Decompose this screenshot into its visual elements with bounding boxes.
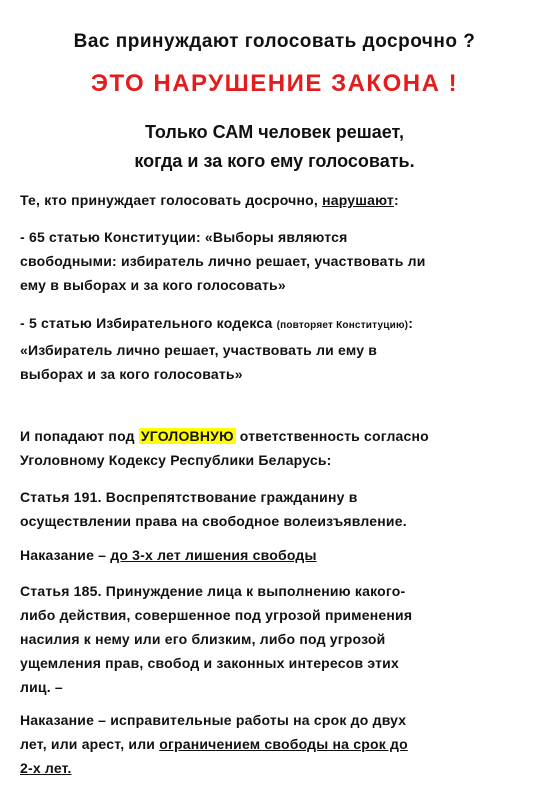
art185-line1: Статья 185. Принуждение лица к выполнению какого- [20,583,406,599]
intro-underlined: нарушают [322,192,394,208]
heading-sub-line1: Только САМ человек решает, [145,122,404,142]
item2-line3: выборах и за кого голосовать» [20,366,243,382]
penalty2-line1: Наказание – исправительные работы на срок до двух [20,712,407,728]
penalty-191 [20,543,540,567]
item2-line1-note: (повторяет Конституцию) [276,320,409,331]
intro-tail: : [393,192,399,208]
item1-line1: - 65 статью Конституции: «Выборы являются [20,229,348,245]
art191-line2: осуществлении права на свободное волеизъявление. [20,513,407,529]
item2-paragraph [20,311,540,386]
penalty1-label: Наказание – [20,547,111,563]
item1-line2: свободными: избиратель лично решает, участвовать ли [20,253,426,269]
penalty2-line2 [20,732,540,756]
penalty1-underlined: до 3-х лет лишения свободы [110,547,317,563]
intro-paragraph [20,188,540,212]
item2-line1-tail: : [408,315,414,331]
art185-line5: лиц. – [20,679,63,695]
heading-alert: ЭТО НАРУШЕНИЕ ЗАКОНА ! [90,70,459,97]
criminal-line2: Уголовному Кодексу Республики Беларусь: [20,452,332,468]
art191-line1: Статья 191. Воспрепятствование гражданину в [20,489,358,505]
item2-line1 [20,311,540,338]
item2-line2: «Избиратель лично решает, участвовать ли ему в [20,342,378,358]
criminal-post: ответственность согласно [235,428,429,444]
heading-sub-line2: когда и за кого ему голосовать. [134,151,415,171]
art185-line4: ущемления прав, свобод и законных интересов этих [20,655,399,671]
article-191 [20,485,540,533]
criminal-paragraph [20,424,540,472]
penalty2-line2-pre: лет, или арест, или [20,736,160,752]
item2-line1-main: - 5 статью Избирательного кодекса [20,315,277,331]
art185-line2: либо действия, совершенное под угрозой применения [20,607,413,623]
article-185 [20,579,540,699]
heading-question: Вас принуждают голосовать досрочно ? [73,31,476,52]
penalty2-line3: 2-х лет. [20,760,72,776]
item1-paragraph [20,225,540,297]
criminal-line1 [20,424,540,448]
penalty-185 [20,708,540,780]
item1-line3: ему в выборах и за кого голосовать» [20,277,286,293]
criminal-pre: И попадают под [20,428,139,444]
penalty2-line2-underlined: ограничением свободы на срок до [159,736,408,752]
criminal-highlight: УГОЛОВНУЮ [140,428,234,444]
intro-text: Те, кто принуждает голосовать досрочно, [20,192,323,208]
art185-line3: насилия к нему или его близким, либо под угрозой [20,631,386,647]
